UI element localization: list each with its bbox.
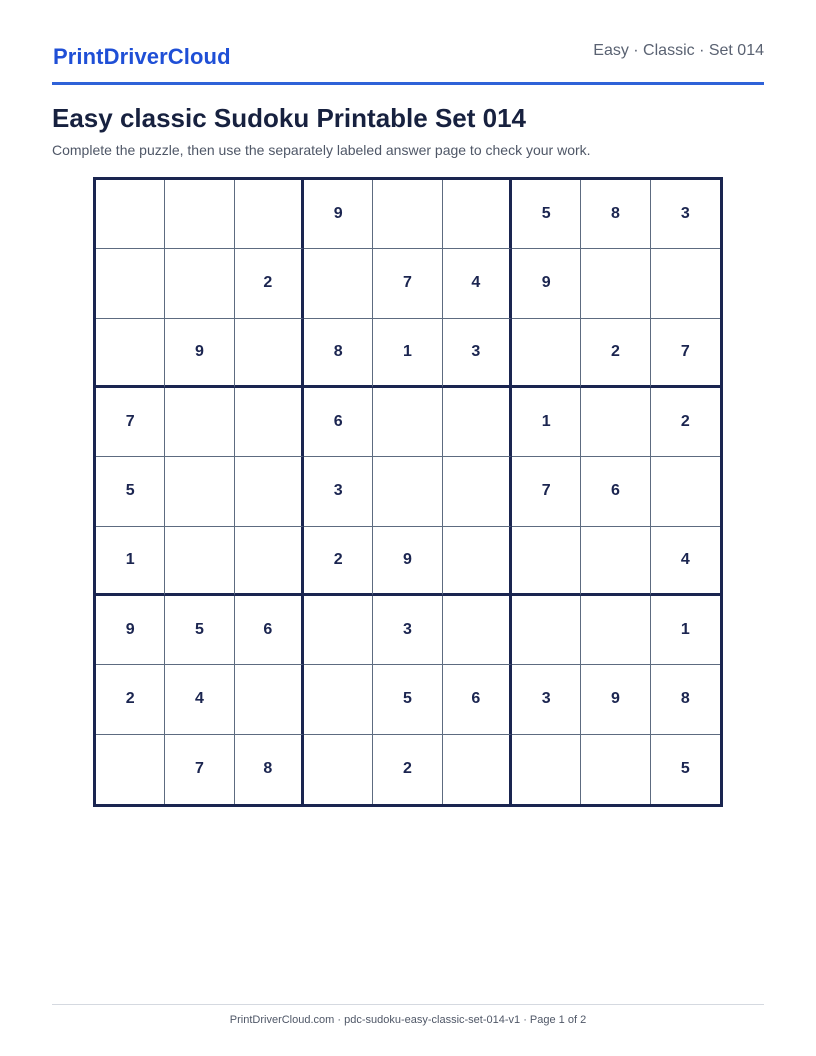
sudoku-cell	[235, 388, 304, 457]
sudoku-cell	[165, 457, 234, 526]
sudoku-cell	[304, 735, 373, 804]
sudoku-cell	[581, 527, 650, 596]
sudoku-cell: 5	[512, 180, 581, 249]
sudoku-cell	[581, 388, 650, 457]
sudoku-cell: 9	[96, 596, 165, 665]
sudoku-cell: 9	[512, 249, 581, 318]
sudoku-cell	[165, 388, 234, 457]
sudoku-cell	[235, 665, 304, 734]
sudoku-grid	[93, 177, 723, 807]
sudoku-cell: 4	[165, 665, 234, 734]
sudoku-cell	[304, 665, 373, 734]
sudoku-cell	[651, 457, 720, 526]
sudoku-cell	[651, 249, 720, 318]
sudoku-cell: 7	[512, 457, 581, 526]
sudoku-cell: 7	[165, 735, 234, 804]
sudoku-cell: 6	[304, 388, 373, 457]
sudoku-cell	[581, 249, 650, 318]
sudoku-cell	[443, 457, 512, 526]
sudoku-cell	[373, 180, 442, 249]
sudoku-cell: 1	[512, 388, 581, 457]
sudoku-cell: 5	[373, 665, 442, 734]
sudoku-cell	[96, 180, 165, 249]
sudoku-cell: 9	[165, 319, 234, 388]
sudoku-cell	[96, 735, 165, 804]
sudoku-cell	[235, 180, 304, 249]
sudoku-cell: 1	[373, 319, 442, 388]
sudoku-cell: 3	[651, 180, 720, 249]
sudoku-cell: 6	[235, 596, 304, 665]
sudoku-cell	[235, 319, 304, 388]
sudoku-cell: 2	[373, 735, 442, 804]
page-title: Easy classic Sudoku Printable Set 014	[52, 103, 527, 133]
sudoku-cell: 4	[443, 249, 512, 318]
sudoku-cell: 8	[581, 180, 650, 249]
sudoku-cell: 2	[651, 388, 720, 457]
footer-divider	[52, 1004, 764, 1005]
sudoku-cell	[512, 527, 581, 596]
sudoku-cell: 1	[96, 527, 165, 596]
sudoku-cell: 5	[96, 457, 165, 526]
sudoku-cell: 8	[651, 665, 720, 734]
sudoku-cell: 7	[651, 319, 720, 388]
sudoku-cell: 2	[581, 319, 650, 388]
sudoku-cell: 8	[235, 735, 304, 804]
sudoku-cell: 6	[581, 457, 650, 526]
sudoku-cell: 9	[304, 180, 373, 249]
sudoku-cell: 7	[373, 249, 442, 318]
sudoku-cell: 6	[443, 665, 512, 734]
sudoku-cell: 2	[96, 665, 165, 734]
brand-logo: PrintDriverCloud	[53, 44, 231, 69]
sudoku-cell	[165, 527, 234, 596]
sudoku-cell: 9	[581, 665, 650, 734]
sudoku-cell: 9	[373, 527, 442, 596]
page-footer: PrintDriverCloud.com · pdc-sudoku-easy-classic-set-014-v1 · Page 1 of 2	[229, 1014, 587, 1026]
sudoku-cell: 7	[96, 388, 165, 457]
sudoku-cell	[96, 319, 165, 388]
sudoku-cell	[373, 388, 442, 457]
sudoku-cell: 3	[373, 596, 442, 665]
sudoku-cell: 3	[443, 319, 512, 388]
sudoku-cell: 5	[680, 760, 690, 778]
sudoku-cell	[304, 596, 373, 665]
sudoku-cell	[443, 527, 512, 596]
sudoku-cell: 4	[651, 527, 720, 596]
sudoku-cell: 2	[235, 249, 304, 318]
sudoku-cell	[581, 735, 650, 804]
sudoku-cell: 5	[165, 596, 234, 665]
sudoku-cell: 8	[304, 319, 373, 388]
sudoku-cell	[304, 249, 373, 318]
sudoku-cell: 3	[512, 665, 581, 734]
sudoku-cell	[443, 596, 512, 665]
sudoku-cell	[235, 457, 304, 526]
sudoku-cell	[512, 735, 581, 804]
puzzle-meta: Easy · Classic · Set 014	[593, 42, 764, 59]
sudoku-cell	[165, 180, 234, 249]
sudoku-cell	[443, 388, 512, 457]
sudoku-cell	[443, 735, 512, 804]
sudoku-cell	[512, 596, 581, 665]
sudoku-cell	[443, 180, 512, 249]
sudoku-cell	[165, 249, 234, 318]
sudoku-cell	[96, 249, 165, 318]
sudoku-cell	[373, 457, 442, 526]
sudoku-cell: 2	[304, 527, 373, 596]
sudoku-cell	[235, 527, 304, 596]
instructions-text: Complete the puzzle, then use the separately labeled answer page to check your work.	[52, 142, 591, 158]
sudoku-cell: 3	[304, 457, 373, 526]
sudoku-cell	[581, 596, 650, 665]
sudoku-cell: 1	[651, 596, 720, 665]
header-divider	[52, 82, 764, 85]
sudoku-cell	[512, 319, 581, 388]
